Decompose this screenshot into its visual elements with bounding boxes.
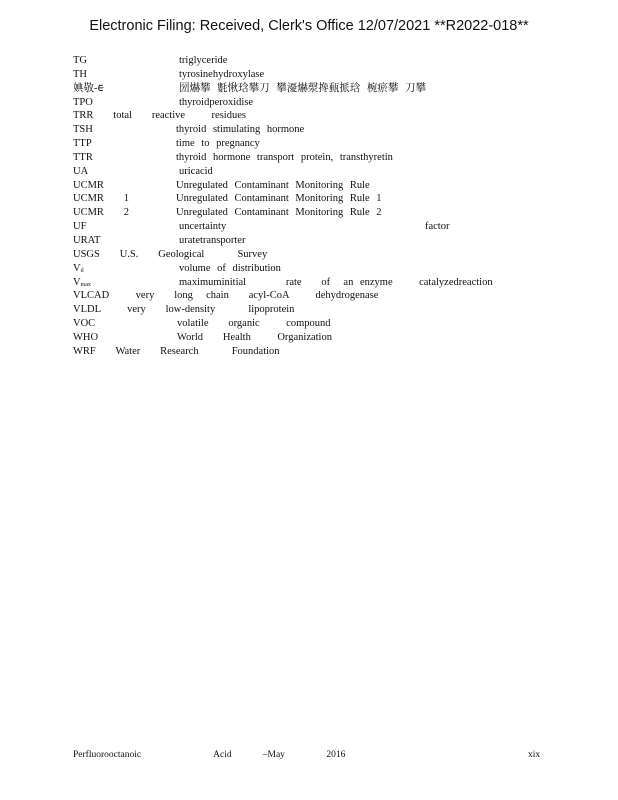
abbreviation-row bbox=[73, 68, 593, 82]
abbreviation: TG bbox=[73, 55, 87, 66]
definition: Unregulated Contaminant Monitoring Rule 1 bbox=[176, 193, 382, 205]
abbreviation-row bbox=[73, 54, 593, 68]
abbreviation-row bbox=[73, 262, 593, 276]
abbreviation-row bbox=[73, 276, 593, 290]
abbreviation-row bbox=[73, 109, 593, 123]
filing-stamp-header: Electronic Filing: Received, Clerk's Office 12/07/2021 **R2022-018** bbox=[89, 18, 529, 34]
abbreviation-row bbox=[73, 234, 593, 248]
abbreviation-row bbox=[73, 123, 593, 137]
definition: volatile organic compound bbox=[177, 318, 331, 330]
abbreviation: TSH bbox=[73, 124, 93, 136]
footer-title: Perfluorooctanoic Acid –May 2016 bbox=[73, 750, 346, 760]
abbreviation-row bbox=[73, 289, 593, 303]
subscript: d bbox=[80, 267, 84, 274]
abbreviation: UCMR 2 bbox=[73, 207, 130, 219]
definition: thyroid hormone transport protein, transthyretin bbox=[176, 151, 393, 163]
definition: uncertainty factor bbox=[179, 221, 450, 233]
abbreviation-row bbox=[73, 96, 593, 110]
abbreviation: TH bbox=[73, 68, 87, 80]
definition: World Health Organization bbox=[177, 331, 332, 343]
abbreviations-list bbox=[73, 54, 593, 359]
abbreviation: TTP bbox=[73, 138, 92, 150]
definition: uricacid bbox=[179, 165, 213, 177]
abbreviation: TTR bbox=[73, 151, 93, 163]
abbreviation-row bbox=[73, 82, 593, 96]
abbreviation-row bbox=[73, 165, 593, 179]
abbreviation-line: VLCAD very long chain acyl-CoA dehydrogenase bbox=[73, 290, 379, 302]
definition: Unregulated Contaminant Monitoring Rule bbox=[176, 179, 370, 191]
abbreviation-row bbox=[73, 303, 593, 317]
definition: triglyceride bbox=[179, 55, 228, 66]
subscript: max bbox=[80, 281, 91, 288]
abbreviation: UCMR 1 bbox=[73, 193, 130, 205]
abbreviation-row bbox=[73, 192, 593, 206]
abbreviation-row bbox=[73, 206, 593, 220]
abbreviation: VOC bbox=[73, 318, 96, 330]
abbreviation-line: WRF Water Research Foundation bbox=[73, 345, 280, 357]
abbreviation-line: TRR total reactive residues bbox=[73, 110, 246, 122]
definition: time to pregnancy bbox=[176, 138, 260, 150]
abbreviation-row bbox=[73, 331, 593, 345]
definition: thyroid stimulating hormone bbox=[176, 124, 305, 136]
definition: thyroidperoxidise bbox=[179, 96, 254, 108]
abbreviation-row bbox=[73, 179, 593, 193]
abbreviation-row bbox=[73, 317, 593, 331]
abbreviation: $V_{max}$ bbox=[73, 276, 91, 288]
definition: 圀爀攀 氀愀琀攀刀 攀瀀爀漀搀甀挀琀 椀瘀攀 刀攀 bbox=[179, 82, 426, 94]
definition: uratetransporter bbox=[179, 234, 246, 246]
page-number: xix bbox=[528, 750, 541, 760]
abbreviation: TPO bbox=[73, 96, 93, 108]
abbreviation-line: USGS U.S. Geological Survey bbox=[73, 248, 268, 260]
definition: maximuminitial rate of an enzyme catalyzedreaction bbox=[179, 276, 493, 288]
definition: Unregulated Contaminant Monitoring Rule 2 bbox=[176, 207, 382, 219]
definition: tyrosinehydroxylase bbox=[179, 68, 265, 80]
abbreviation-row bbox=[73, 220, 593, 234]
abbreviation: UCMR bbox=[73, 179, 104, 191]
abbreviation: 婰敬‐ᰀ bbox=[73, 82, 104, 94]
abbreviation: WHO bbox=[73, 331, 99, 343]
abbreviation: $V_d$ bbox=[73, 262, 84, 274]
abbreviation: UF bbox=[73, 221, 87, 233]
abbreviation-line: VLDL very low-density lipoprotein bbox=[73, 304, 295, 316]
abbreviation-row bbox=[73, 345, 593, 359]
abbreviation-row bbox=[73, 151, 593, 165]
abbreviation-row bbox=[73, 137, 593, 151]
abbreviation: UA bbox=[73, 165, 89, 177]
abbreviation-row bbox=[73, 248, 593, 262]
definition: volume of distribution bbox=[179, 262, 281, 274]
abbreviation: URAT bbox=[73, 234, 101, 246]
